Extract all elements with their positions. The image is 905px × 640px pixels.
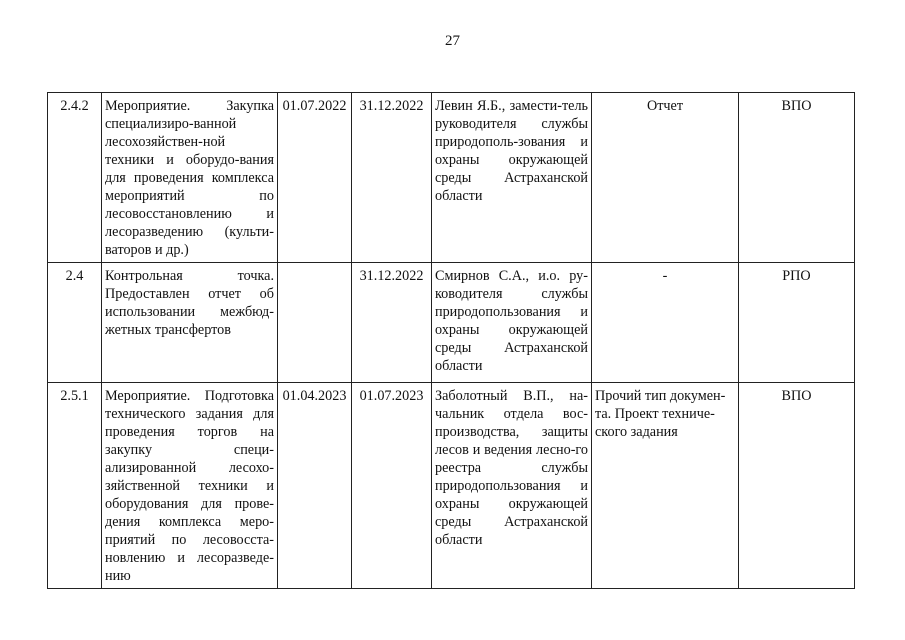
responsible-cell: Заболотный В.П., на-чальник отдела вос-производства, защиты лесов и ведения лесно-го реестра службы природопользования и охраны окружающей среды Астраханской области	[432, 383, 592, 589]
code-cell: РПО	[739, 263, 855, 383]
start-date-cell: 01.07.2022	[278, 93, 352, 263]
result-cell: -	[592, 263, 739, 383]
row-number-cell: 2.4	[48, 263, 102, 383]
start-date-cell	[278, 263, 352, 383]
end-date-cell: 01.07.2023	[352, 383, 432, 589]
result-cell: Прочий тип докумен-та. Проект техниче-ского задания	[592, 383, 739, 589]
end-date-cell: 31.12.2022	[352, 263, 432, 383]
plan-table	[47, 92, 855, 589]
event-cell: Мероприятие. Закупка специализиро-ванной лесохозяйствен-ной техники и оборудо-вания для проведения комплекса мероприятий по лесовосстановлению и лесоразведению (культи-ваторов и др.)	[102, 93, 278, 263]
end-date-cell: 31.12.2022	[352, 93, 432, 263]
responsible-cell: Смирнов С.А., и.о. ру-ководителя службы природопользования и охраны окружающей среды Астраханской области	[432, 263, 592, 383]
event-cell: Контрольная точка. Предоставлен отчет об использовании межбюд-жетных трансфертов	[102, 263, 278, 383]
event-cell: Мероприятие. Подготовка технического задания для проведения торгов на закупку специ-ализированной лесохо-зяйственной техники и оборудования для прове-дения комплекса меро-приятий по лесовосста-новлению и лесоразведе-нию	[102, 383, 278, 589]
responsible-cell: Левин Я.Б., замести-тель руководителя службы природополь-зования и охраны окружающей среды Астраханской области	[432, 93, 592, 263]
start-date-cell: 01.04.2023	[278, 383, 352, 589]
result-cell: Отчет	[592, 93, 739, 263]
page-number: 27	[445, 33, 460, 49]
row-number-cell: 2.5.1	[48, 383, 102, 589]
code-cell: ВПО	[739, 383, 855, 589]
table-row	[48, 383, 855, 589]
row-number-cell: 2.4.2	[48, 93, 102, 263]
table-row	[48, 93, 855, 263]
code-cell: ВПО	[739, 93, 855, 263]
table-row	[48, 263, 855, 383]
